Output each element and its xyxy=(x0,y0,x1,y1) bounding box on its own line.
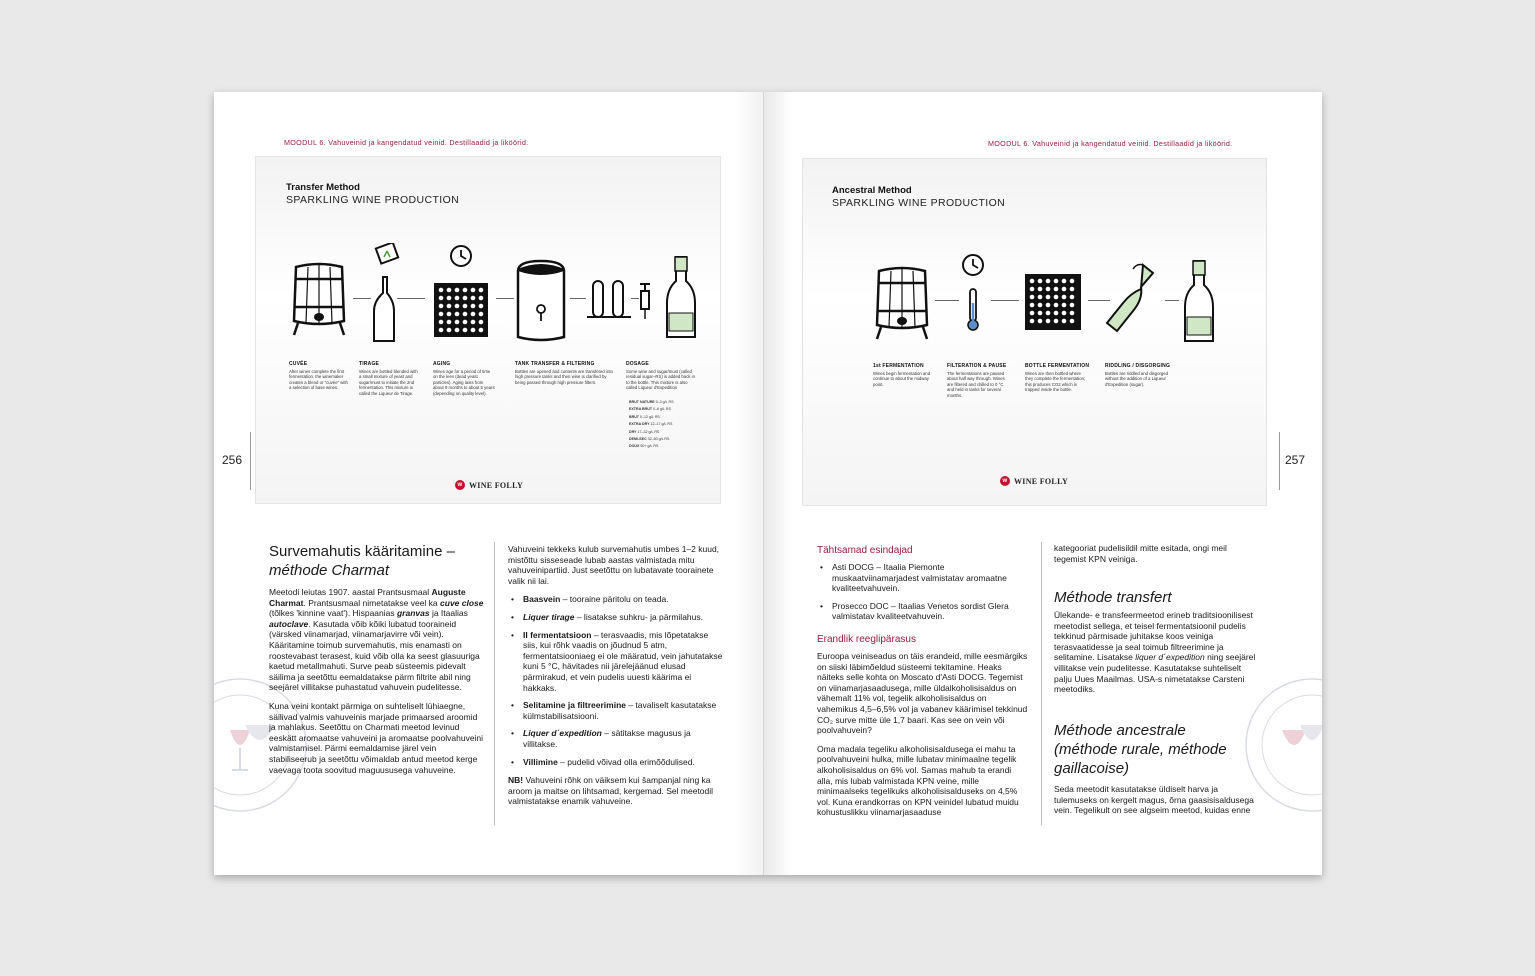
dosage-level: DOUX 50+ g/L RS xyxy=(629,444,659,449)
running-header-right: MOODUL 6. Vahuveinid ja kangendatud veinid. Destillaadid ja liköörid. xyxy=(988,139,1233,148)
step-title: AGING xyxy=(433,361,451,367)
step-description: Wines are then bottled where they complete the fermentation; this produces CO2 which is trapped inside the bottle. xyxy=(1025,371,1086,393)
step-title: BOTTLE FERMENTATION xyxy=(1025,363,1090,369)
folio-rule xyxy=(250,432,251,490)
dosage-syringe-icon xyxy=(638,281,652,321)
filter-icon xyxy=(587,277,631,327)
aging-rack-icon xyxy=(432,243,492,339)
section-title-exceptions: Erandlik reeglipärasus xyxy=(817,634,916,645)
step-title: DOSAGE xyxy=(626,361,649,367)
charmat-column-2 xyxy=(508,544,723,815)
step-title: FILTERATION & PAUSE xyxy=(947,363,1007,369)
section-heading-ancestrale: Méthode ancestrale (méthode rurale, méthode gaillacoise) xyxy=(1054,722,1227,777)
infographic-subtitle: SPARKLING WINE PRODUCTION xyxy=(286,194,460,206)
dosage-level: EXTRA DRY 12–17 g/L RS xyxy=(629,422,673,427)
charmat-column-1 xyxy=(269,587,484,783)
representatives-list xyxy=(817,562,1027,630)
step-description: Wines age for a period of time on the lees (dead yeast particles). Aging lasts from about 9 months to about 5 years (depending on quality level). xyxy=(433,369,495,396)
step-description: Wines begin fermentation and continue to about the midway point. xyxy=(873,371,931,387)
folio-rule xyxy=(1279,432,1280,490)
infographic-title: Transfer Method xyxy=(286,182,360,193)
infographic-title: Ancestral Method xyxy=(832,185,912,196)
list-item: • Prosecco DOC – Itaalias Venetos sordist Glera valmistatav kvaliteetvahuvein. xyxy=(817,601,1027,622)
transfert-text xyxy=(1054,610,1259,703)
step-title: CUVÉE xyxy=(289,361,308,367)
dosage-level: BRUT NATURE 0–3 g/L RS xyxy=(629,400,674,404)
page-number: 257 xyxy=(1285,453,1306,467)
bottle-rack-icon xyxy=(1024,273,1082,331)
paragraph: Vahuveini tekkeks kulub survemahutis umbes 1–2 kuud, mistõttu sisseseade lubab aastas valmistada mitu vahuveinipartiid. Just seetõttu on lubatavate toorainete valik nii lai. xyxy=(508,544,720,586)
ancestral-method-infographic xyxy=(802,158,1267,506)
paragraph: Euroopa veiniseadus on täis erandeid, mille eesmärgiks on siiski läbimõeldud süsteemi tekitamine. Heaks näiteks selle kohta on Moscato d'Asti DOCG. Tegemist on viinamarjasaadusega, mille üldalkoholisisaldus on vähemalt 11% vol, tegelik alkoholisisaldus on vahemikus 4,5–6,5% vol ja vabanev käärimisel tekkinud CO₂ surve mitte üle 1,7 baari. Kas see on vein või poolvahuvein? xyxy=(817,651,1028,736)
paragraph: Kuna veini kontakt pärmiga on suhteliselt lühiaegne, säilivad valmis vahuveinis marjade primaarsed aroomid ja mahlakus. Seetõttu on Charmati meetod levinud eeskätt aromaatse vahuveini ja aromaatse poolvahuveini valmistamisel. Pärmi eemaldamise järel vein stabiliseerub ja seetõttu võimaldab antud meetod kerge vaevaga toota soovitud maguususega vahuveine. xyxy=(269,700,484,775)
step-title: 1st FERMENTATION xyxy=(873,363,924,369)
category-continuation: kategooriat pudelisildil mitte esitada, ongi meil tegemist KPN veiniga. xyxy=(1054,543,1227,564)
step-description: Some wine and sugar/must (called residual sugar–RS) is added back in to the bottle. This mixture is also called Liqueur d'Expedition xyxy=(626,369,696,391)
infographic-subtitle: SPARKLING WINE PRODUCTION xyxy=(832,197,1006,209)
disgorging-bottle-icon xyxy=(1103,261,1159,335)
wine-folly-brand: w WINE FOLLY xyxy=(455,480,523,490)
dosage-levels-list xyxy=(629,399,699,451)
list-item: • Villimine – pudelid võivad olla erimõõdulised. xyxy=(508,757,723,768)
connector-line xyxy=(935,300,959,301)
column-divider xyxy=(494,542,495,825)
list-item: • II fermentatsioon – terasvaadis, mis lõpetatakse siis, kui rõhk vaadis on jõudnud 5 atm, fermentatsiooniaeg ei ole määratud, vein jahutatakse kuni 5 °C, hävitades nii järelejäänud elusad pärmirakud, et vein pudelis uuesti käärima ei hakkaks. xyxy=(508,630,723,694)
process-list xyxy=(508,594,723,767)
paragraph: Ülekande- e transfeermeetod erineb traditsioonilisest meetodist sellega, et teisel fermentatsioonil pudelis tekkinud pärmisade juhitakse koos veiniga terasvaatidesse ja seal toimub filtreerimine ja selitamine. Lisatakse liquer d´expedition ning seejärel villitakse vein pudelitesse. Kasutatakse suhteliselt palju Uues Maailmas. USA-s nimetatakse Carsteni meetodiks. xyxy=(1054,610,1256,695)
connector-line xyxy=(1165,300,1179,301)
dosage-level: DEMI-SEC 32–50 g/L RS xyxy=(629,437,670,442)
dosage-level: BRUT 0–12 g/L RS xyxy=(629,414,660,419)
connector-line xyxy=(991,300,1019,301)
connector-line xyxy=(570,298,586,299)
list-item: • Selitamine ja filtreerimine – tavaliselt kasutatakse külmstabilisatsiooni. xyxy=(508,700,723,721)
dosage-level: EXTRA BRUT 0–6 g/L RS xyxy=(629,407,671,412)
barrel-icon xyxy=(873,265,931,343)
barrel-icon xyxy=(290,261,348,339)
dosage-level: DRY 17–32 g/L RS xyxy=(629,429,660,434)
list-item: • Baasvein – tooraine päritolu on teada. xyxy=(508,594,723,605)
clock-thermometer-icon xyxy=(960,253,986,333)
wine-folly-logo-icon: w xyxy=(1000,476,1010,486)
wine-folly-logo-icon: w xyxy=(455,480,465,490)
connector-line xyxy=(353,298,371,299)
nb-note: NB! Vahuveini rõhk on väiksem kui šampanjal ning ka aroom ja maitse on lihtsamad, kergemad. Sel meetodil valmistatakse enamik vahuveine. xyxy=(508,775,714,807)
ancestrale-text: Seda meetodit kasutatakse üldiselt harva ja tulemuseks on kergelt magus, õrna gaasisisaldusega vein. Tegelikult on see algseim meetod, kuidas enne xyxy=(1054,784,1254,816)
pressure-tank-icon xyxy=(515,257,567,347)
left-page xyxy=(214,92,764,875)
page-number: 256 xyxy=(222,453,243,467)
step-description: Bottles are opened and contents are transfered into high pressure tanks and then wine is clarified by being passed through high pressure filters. xyxy=(515,369,613,385)
step-description: Bottles are riddled and disgorged without the addition of a Liqueur d'Expedition (sugar). xyxy=(1105,371,1169,387)
list-item: • Asti DOCG – Itaalia Piemonte muskaatviinamarjadest valmistatav aromaatne kvaliteetvahuvein. xyxy=(817,562,1027,594)
section-title-representatives: Tähtsamad esindajad xyxy=(817,545,913,556)
connector-line xyxy=(496,298,514,299)
transfer-method-infographic xyxy=(255,156,721,504)
section-heading-transfert: Méthode transfert xyxy=(1054,589,1172,606)
section-heading-charmat: Survemahutis kääritamine – méthode Charmat xyxy=(269,543,455,579)
step-description: After wines complete the first fermentation, the winemaker creates a blend or "cuvée" with a selection of base wines. xyxy=(289,369,348,391)
right-page xyxy=(764,92,1322,875)
step-description: Wines are bottled blended with a small mixture of yeast and sugar/must to initiate the 2nd fermentation. This mixture is called the Liqueur de Tirage. xyxy=(359,369,418,396)
list-item: • Liquer tirage – lisatakse suhkru- ja pärmilahus. xyxy=(508,612,723,623)
sparkling-bottle-icon xyxy=(1183,259,1215,343)
exceptions-text xyxy=(817,651,1029,826)
step-title: TIRAGE xyxy=(359,361,380,367)
step-description: The fermentations are paused about half way through. Wines are filtered and chilled to 0 °C and held in tanks for several months. xyxy=(947,371,1005,398)
running-header-left: MOODUL 6. Vahuveinid ja kangendatud veinid. Destillaadid ja liköörid. xyxy=(284,138,529,147)
list-item: • Liquer d´expedition – sätitakse magusus ja villitakse. xyxy=(508,728,723,749)
tirage-bottle-icon xyxy=(370,243,410,343)
sparkling-bottle-icon xyxy=(665,255,697,339)
step-title: TANK TRANSFER & FILTERING xyxy=(515,361,595,367)
wine-folly-brand: w WINE FOLLY xyxy=(1000,476,1068,486)
column-divider xyxy=(1041,542,1042,825)
paragraph: Meetodi leiutas 1907. aastal Prantsusmaal Auguste Charmat. Prantsusmaal nimetatakse veel ka cuve close (tõlkes 'kinnine vaat'). Hispaanias granvas ja Itaalias autoclave. Kasutada võib kõiki lubatud tooraineid (värsked viinamarjad, viinamarjavirre või vein). Kääritamine toimub survemahutis, mis enamasti on roostevabast terasest, kuid võib olla ka seest glasuuriga kaetud metallmahuti. Surve peab süsteemis pidevalt säilima ja seetõttu eemaldatakse pärm filtrite abil ning seejärel villitakse puhastatud vahuvein pudelitesse. xyxy=(269,587,484,693)
step-title: RIDDLING / DISGORGING xyxy=(1105,363,1171,369)
connector-line xyxy=(397,298,425,299)
paragraph: Oma madala tegeliku alkoholisisaldusega ei mahu ta poolvahuveini hulka, mille lubatav minimaalne tegelik alkoholisisaldus on 6% vol. Samas mahub ta erandi alla, mis lubab valmistada KPN veine, mille minimaalseks tegelikuks alkoholisisalduseks on 4,5% vol. Kuna erandkorras on KPN veinidel lubatud muidu kohustuslikku viinamarjasaaduse xyxy=(817,743,1019,818)
book-spread xyxy=(214,92,1322,875)
